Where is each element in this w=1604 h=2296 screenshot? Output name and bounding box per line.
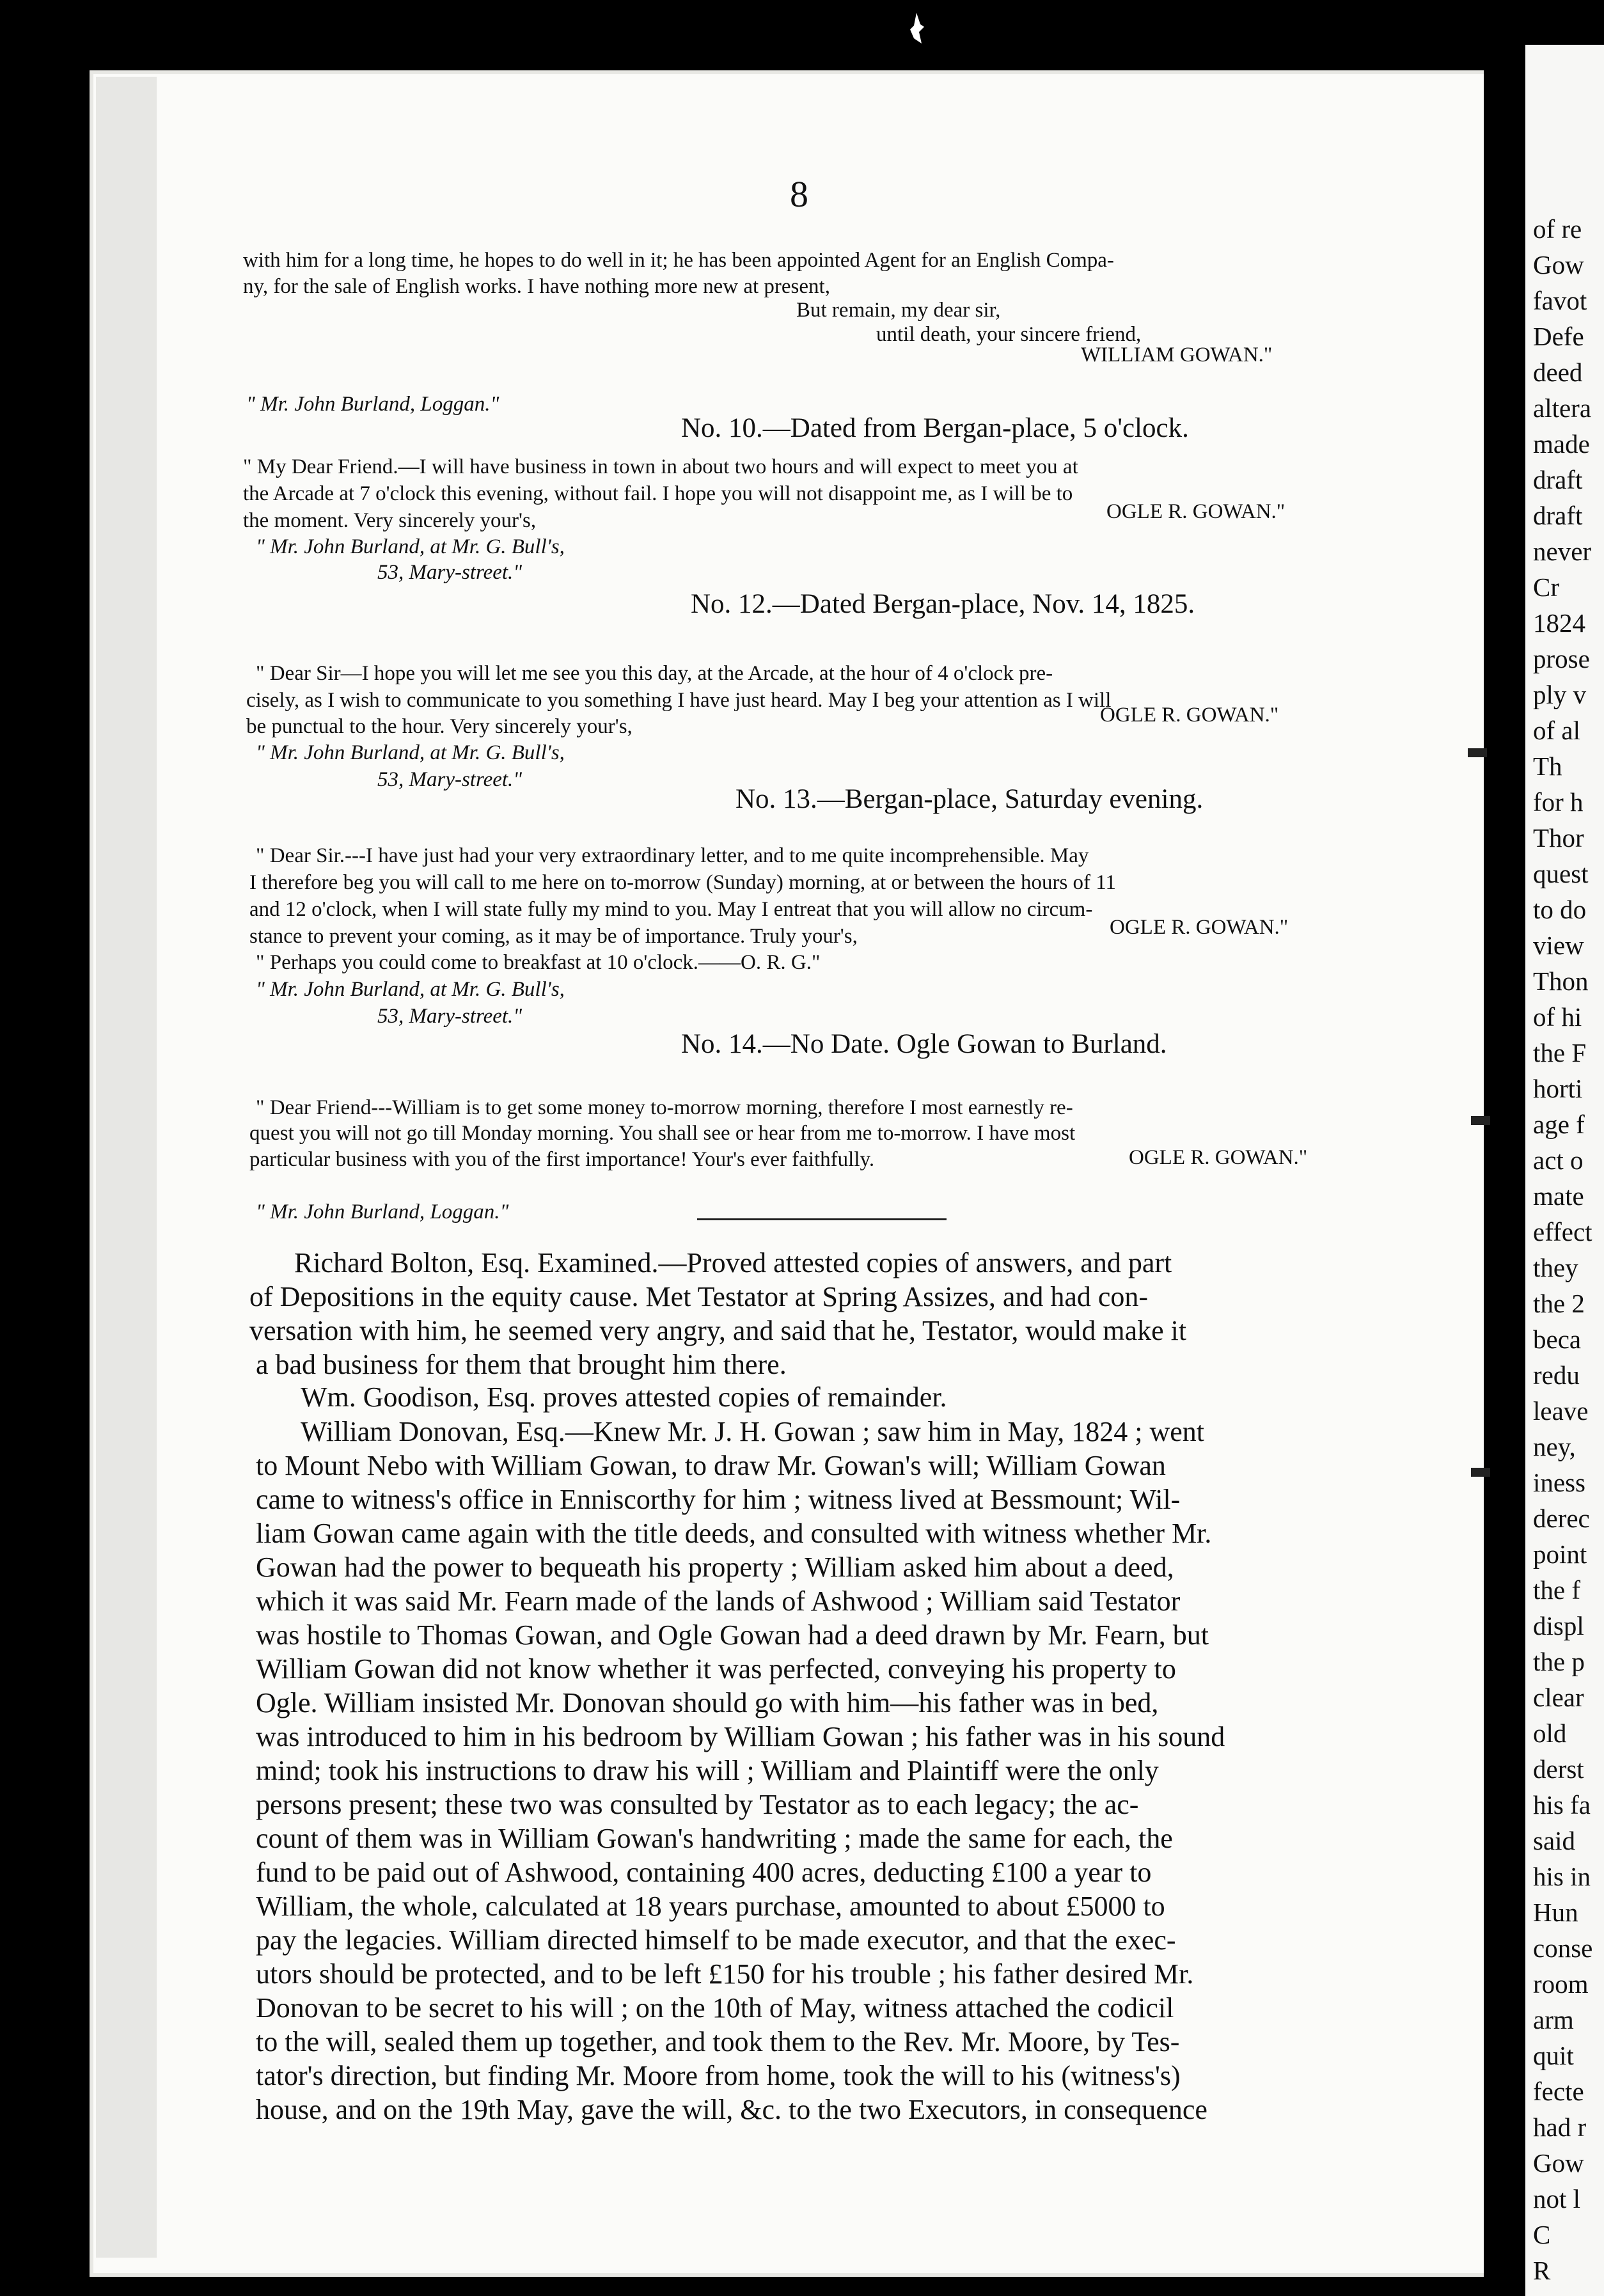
text-line: particular business with you of the first importance! Your's ever faithfully.	[249, 1148, 875, 1171]
text-line: I therefore beg you will call to me here on to-morrow (Sunday) morning, at or between the hours of 11	[249, 871, 1117, 894]
facing-page-line: R	[1533, 2256, 1551, 2285]
body-line: William Gowan did not know whether it was perfected, conveying his property to	[256, 1653, 1176, 1685]
facing-page-line: ply v	[1533, 680, 1587, 709]
binding-mark	[1471, 1468, 1490, 1477]
facing-page-line: of re	[1533, 214, 1582, 244]
facing-page-line: draft	[1533, 501, 1583, 530]
postscript-line: " Perhaps you could come to breakfast at 10 o'clock.——O. R. G."	[256, 951, 821, 974]
facing-page-line: old	[1533, 1718, 1567, 1748]
facing-page-line: clear	[1533, 1683, 1584, 1712]
letter-heading: No. 12.—Dated Bergan-place, Nov. 14, 1825.	[691, 589, 1195, 619]
text-line: stance to prevent your coming, as it may be of importance. Truly your's,	[249, 925, 858, 948]
body-line: came to witness's office in Enniscorthy for him ; witness lived at Bessmount; Wil-	[256, 1484, 1181, 1515]
body-line: a bad business for them that brought him there.	[256, 1349, 787, 1380]
facing-page-line: C	[1533, 2220, 1551, 2249]
body-line: Wm. Goodison, Esq. proves attested copies of remainder.	[301, 1381, 947, 1413]
facing-page-line: horti	[1533, 1074, 1583, 1103]
body-line: house, and on the 19th May, gave the will, &c. to the two Executors, in consequence	[256, 2094, 1207, 2125]
binding-mark	[1471, 1116, 1490, 1125]
letter-heading: No. 14.—No Date. Ogle Gowan to Burland.	[681, 1029, 1167, 1059]
text-line: and 12 o'clock, when I will state fully my mind to you. May I entreat that you will allow no circum-	[249, 898, 1093, 921]
body-line: to the will, sealed them up together, and took them to the Rev. Mr. Moore, by Tes-	[256, 2026, 1180, 2057]
closing-line: But remain, my dear sir,	[796, 299, 1001, 322]
facing-page-line: prose	[1533, 644, 1590, 673]
address-line: " Mr. John Burland, at Mr. G. Bull's,	[256, 741, 565, 764]
facing-page-line: the 2	[1533, 1289, 1585, 1318]
facing-page-line: mate	[1533, 1181, 1584, 1211]
facing-page-line: the f	[1533, 1575, 1580, 1605]
facing-page-line: they	[1533, 1253, 1578, 1282]
facing-page-line: never	[1533, 537, 1592, 566]
facing-page-line: quit	[1533, 2041, 1574, 2070]
facing-page-line: Gow	[1533, 250, 1584, 279]
facing-page-line: to do	[1533, 895, 1587, 924]
signature: OGLE R. GOWAN."	[1110, 916, 1289, 939]
paper-tear-mark	[905, 13, 931, 48]
body-line: Ogle. William insisted Mr. Donovan should go with him—his father was in bed,	[256, 1687, 1159, 1718]
body-line: Donovan to be secret to his will ; on the 10th of May, witness attached the codicil	[256, 1992, 1174, 2024]
facing-page-line: deed	[1533, 358, 1583, 387]
body-line: Richard Bolton, Esq. Examined.—Proved attested copies of answers, and part	[294, 1247, 1172, 1278]
address-line: " Mr. John Burland, at Mr. G. Bull's,	[256, 978, 565, 1001]
facing-page-line: Hun	[1533, 1898, 1578, 1927]
body-line: versation with him, he seemed very angry, and said that he, Testator, would make it	[249, 1315, 1187, 1346]
facing-page-line: made	[1533, 429, 1590, 459]
body-line: William, the whole, calculated at 18 years purchase, amounted to about £5000 to	[256, 1891, 1165, 1922]
facing-page-line: act o	[1533, 1145, 1584, 1175]
facing-page-line: Thon	[1533, 966, 1589, 996]
body-line: William Donovan, Esq.—Knew Mr. J. H. Gowan ; saw him in May, 1824 ; went	[301, 1416, 1205, 1447]
facing-page-line: effect	[1533, 1217, 1592, 1246]
body-line: liam Gowan came again with the title deeds, and consulted with witness whether Mr.	[256, 1518, 1212, 1549]
facing-page-line: derst	[1533, 1754, 1584, 1784]
text-line: ny, for the sale of English works. I have nothing more new at present,	[243, 275, 830, 298]
body-line: count of them was in William Gowan's handwriting ; made the same for each, the	[256, 1823, 1173, 1854]
facing-page-line: Th	[1533, 751, 1562, 781]
address-line: " Mr. John Burland, Loggan."	[256, 1200, 509, 1223]
body-line: mind; took his instructions to draw his will ; William and Plaintiff were the only	[256, 1755, 1159, 1786]
facing-page-line: Defe	[1533, 322, 1584, 351]
body-line: persons present; these two was consulted by Testator as to each legacy; the ac-	[256, 1789, 1139, 1820]
page-edge-shadow	[96, 77, 157, 2258]
facing-page-line: arm	[1533, 2005, 1574, 2034]
signature: OGLE R. GOWAN."	[1106, 500, 1286, 523]
page-number: 8	[790, 173, 808, 215]
facing-page-line: view	[1533, 931, 1584, 960]
facing-page-line: Cr	[1533, 572, 1559, 602]
body-line: was hostile to Thomas Gowan, and Ogle Gowan had a deed drawn by Mr. Fearn, but	[256, 1619, 1209, 1651]
signature: OGLE R. GOWAN."	[1100, 704, 1279, 727]
text-line: " My Dear Friend.—I will have business in town in about two hours and will expect to meet you at	[243, 455, 1078, 478]
text-line: " Dear Sir.---I have just had your very extraordinary letter, and to me quite incomprehensible. May	[256, 844, 1089, 867]
facing-page-line: the p	[1533, 1647, 1585, 1676]
facing-page-line: ney,	[1533, 1432, 1576, 1461]
text-line: cisely, as I wish to communicate to you something I have just heard. May I beg your attention as I will	[246, 689, 1112, 712]
section-divider	[697, 1218, 947, 1220]
facing-page-line: displ	[1533, 1611, 1584, 1640]
scan-background-left	[0, 0, 77, 2296]
body-line: utors should be protected, and to be left £150 for his trouble ; his father desired Mr.	[256, 1958, 1194, 1990]
facing-page-line: favot	[1533, 286, 1587, 315]
body-line: to Mount Nebo with William Gowan, to draw Mr. Gowan's will; William Gowan	[256, 1450, 1166, 1481]
facing-page-line: had r	[1533, 2112, 1587, 2142]
facing-page-line: for h	[1533, 787, 1584, 817]
facing-page-text	[1533, 211, 1604, 2288]
facing-page-line: point	[1533, 1539, 1587, 1569]
text-line: " Dear Friend---William is to get some money to-morrow morning, therefore I most earnestly re-	[256, 1096, 1073, 1119]
facing-page-line: fecte	[1533, 2077, 1584, 2106]
body-line: Gowan had the power to bequeath his property ; William asked him about a deed,	[256, 1552, 1174, 1583]
facing-page-line: quest	[1533, 859, 1589, 888]
facing-page-line: Thor	[1533, 823, 1584, 853]
facing-page-line: his fa	[1533, 1790, 1591, 1820]
text-line: be punctual to the hour. Very sincerely your's,	[246, 715, 633, 738]
address-line: " Mr. John Burland, Loggan."	[246, 393, 499, 416]
text-line: with him for a long time, he hopes to do well in it; he has been appointed Agent for an English Compa-	[243, 249, 1114, 272]
facing-page-line: his in	[1533, 1862, 1591, 1891]
facing-page-line: not l	[1533, 2184, 1581, 2213]
facing-page-line: redu	[1533, 1360, 1580, 1390]
facing-page-line: age f	[1533, 1110, 1585, 1139]
facing-page-line: the F	[1533, 1038, 1587, 1067]
facing-page-line: derec	[1533, 1504, 1590, 1533]
facing-page-line: of hi	[1533, 1002, 1582, 1032]
body-line: which it was said Mr. Fearn made of the lands of Ashwood ; William said Testator	[256, 1585, 1181, 1617]
letter-heading: No. 10.—Dated from Bergan-place, 5 o'clock.	[681, 413, 1189, 443]
facing-page-line: Gow	[1533, 2148, 1584, 2178]
body-line: pay the legacies. William directed himself to be made executor, and that the exec-	[256, 1924, 1176, 1956]
body-line: tator's direction, but finding Mr. Moore from home, took the will to his (witness's)	[256, 2060, 1181, 2091]
facing-page-line: room	[1533, 1969, 1589, 1999]
address-line: " Mr. John Burland, at Mr. G. Bull's,	[256, 535, 565, 558]
book-gutter	[1484, 51, 1529, 2296]
facing-page-line: 1824	[1533, 608, 1585, 638]
text-line: " Dear Sir—I hope you will let me see you this day, at the Arcade, at the hour of 4 o'clock pre-	[256, 662, 1053, 685]
body-line: of Depositions in the equity cause. Met Testator at Spring Assizes, and had con-	[249, 1281, 1149, 1312]
facing-page-line: leave	[1533, 1396, 1589, 1426]
body-line: was introduced to him in his bedroom by William Gowan ; his father was in his sound	[256, 1721, 1225, 1752]
address-line: 53, Mary-street."	[377, 561, 523, 584]
signature: OGLE R. GOWAN."	[1129, 1146, 1308, 1169]
address-line: 53, Mary-street."	[377, 768, 523, 791]
facing-page-line: conse	[1533, 1933, 1593, 1963]
text-line: the Arcade at 7 o'clock this evening, without fail. I hope you will not disappoint me, as I will be to	[243, 482, 1073, 505]
address-line: 53, Mary-street."	[377, 1005, 523, 1028]
signature: WILLIAM GOWAN."	[1081, 343, 1273, 366]
facing-page-line: beca	[1533, 1325, 1582, 1354]
letter-heading: No. 13.—Bergan-place, Saturday evening.	[735, 784, 1204, 814]
facing-page-line: draft	[1533, 465, 1583, 494]
text-line: quest you will not go till Monday morning. You shall see or hear from me to-morrow. I have most	[249, 1122, 1076, 1145]
facing-page-line: of al	[1533, 716, 1580, 745]
facing-page-line: altera	[1533, 393, 1592, 423]
closing-line: until death, your sincere friend,	[876, 323, 1142, 346]
facing-page-line: said	[1533, 1826, 1576, 1855]
text-line: the moment. Very sincerely your's,	[243, 509, 537, 532]
body-line: fund to be paid out of Ashwood, containing 400 acres, deducting £100 a year to	[256, 1857, 1152, 1888]
facing-page-line: iness	[1533, 1468, 1585, 1497]
binding-mark	[1468, 748, 1487, 757]
